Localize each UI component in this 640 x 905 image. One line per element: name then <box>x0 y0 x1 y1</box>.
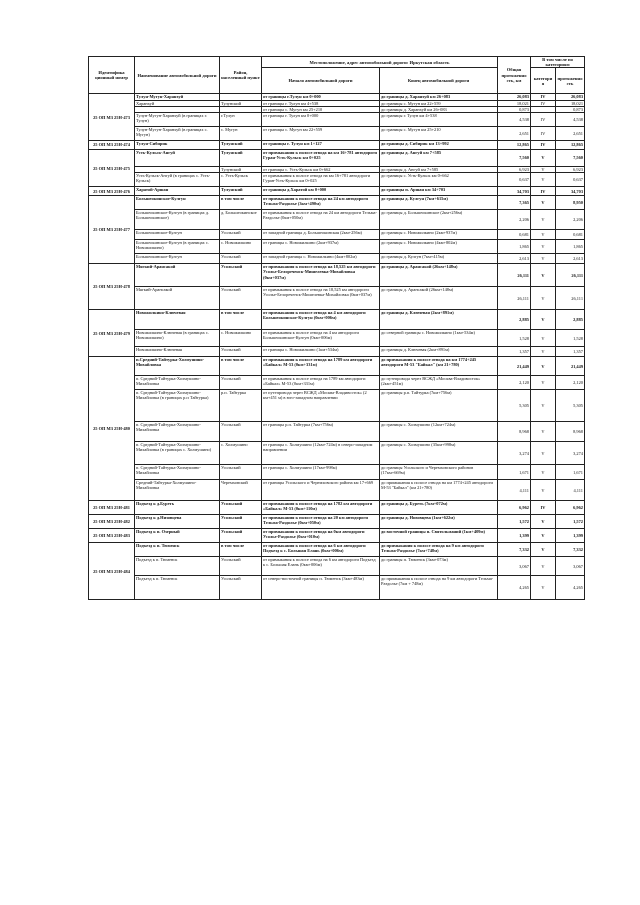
road-end-cell: до границы д. Низовцева (1км+622м) <box>380 515 498 529</box>
length-cell: 3,274 <box>498 442 531 465</box>
road-name-cell: п. Средний-Тайтурка-Холмушино-Михайловка (в границах р.п Тайтурка) <box>135 390 220 422</box>
road-start-cell: от примыкания к полосе отвода на 4 км автодороги Большеокинское-Кулгун (0км+006м) <box>262 310 380 330</box>
road-end-cell: до границы д. Ключевая (2км+891м) <box>380 310 498 330</box>
road-name-cell: Харатой-Аршан <box>135 187 220 196</box>
road-end-cell: до границы р.п. Тайтурка (7км+756м) <box>380 390 498 422</box>
district-cell: Тулунский <box>220 150 262 167</box>
category-length-cell: 6,962 <box>556 501 585 515</box>
length-cell: 0,681 <box>498 230 531 240</box>
road-name-cell: п. Средний-Тайтурка-Холмушино-Михайловка <box>135 376 220 390</box>
table-row <box>89 501 585 515</box>
category-length-cell: 3,067 <box>556 557 585 576</box>
road-name-cell: Новожилкино-Ключевая <box>135 347 220 357</box>
road-name-cell: Большеокинское-Кулгун (в границах д. Большеокинское) <box>135 210 220 230</box>
road-start-cell: от границы с. Новожилкино (2км+937м) <box>262 240 380 254</box>
road-start-cell: от границы р.п. Тайтурка (7км+756м) <box>262 422 380 442</box>
road-end-cell: до границы д. Ключевая (2км+891м) <box>380 347 498 357</box>
category-cell: V <box>531 529 556 543</box>
road-start-cell: от примыкания к полосе отвода на 20 км автодороги Тельма-Раздолье (0км+050м) <box>262 515 380 529</box>
road-name-cell: Новожилкино-Ключевая <box>135 310 220 330</box>
road-end-cell: до границы д. Ангуй км 7+585 <box>380 167 498 173</box>
road-name-cell: Подъезд к п. Тюменск <box>135 543 220 557</box>
road-end-cell: до границы с. Холмушино (12км+724м) <box>380 422 498 442</box>
roads-registry-table <box>88 56 585 600</box>
district-cell: в том числе <box>220 357 262 376</box>
category-length-cell: 1,399 <box>556 529 585 543</box>
category-length-cell: 1,671 <box>556 465 585 480</box>
category-length-cell: 2,885 <box>556 310 585 330</box>
district-cell: Усольский <box>220 529 262 543</box>
road-name-cell: Усть-Кульск-Ангуй <box>135 150 220 167</box>
category-cell: V <box>531 196 556 210</box>
table-row <box>89 113 585 127</box>
road-end-cell: до границы с. Холмушино (35км+998м) <box>380 442 498 465</box>
district-cell: в том числе <box>220 196 262 210</box>
road-name-cell: Тулун-Мугун-Харанхуй (в границах г. Тулун) <box>135 113 220 127</box>
table-row <box>89 347 585 357</box>
road-start-cell: от путепровода через ВСЖД «Москва-Владивосток» (2 км+451 м) в юго-западном направлении <box>262 390 380 422</box>
road-start-cell: от примыкания к полосе отвода на 6 км автодороги Подъезд к с. Большая Елань (0км+006м) <box>262 557 380 576</box>
road-end-cell: до границы с. Новожилкино (4км+802м) <box>380 240 498 254</box>
category-length-cell: 2,651 <box>556 127 585 141</box>
category-cell: IV <box>531 94 556 100</box>
district-cell: Усольский <box>220 422 262 442</box>
road-end-cell: до границы г. Тулун км 4+538 <box>380 113 498 127</box>
district-cell: Усольский <box>220 465 262 480</box>
category-cell: V <box>531 557 556 576</box>
category-cell: V <box>531 465 556 480</box>
road-end-cell: до границы д. Кулгун (7км+415м) <box>380 254 498 264</box>
category-length-cell: 26,111 <box>556 287 585 310</box>
category-length-cell: 18,021 <box>556 100 585 106</box>
road-id-cell: 25 ОП МЗ 25Н-473 <box>89 94 135 141</box>
road-name-cell: Мягкий-Арансакой <box>135 264 220 287</box>
road-name-cell: Средний-Тайтурка-Холмушино-Михайловка <box>135 480 220 501</box>
category-cell: V <box>531 173 556 187</box>
category-length-cell: 4,111 <box>556 480 585 501</box>
table-row <box>89 465 585 480</box>
table-row <box>89 422 585 442</box>
road-start-cell: от примыкания к полосе отвода на км 16+781 автодороги Гуран-Усть-Кульск км 0+025 <box>262 150 380 167</box>
table-row <box>89 210 585 230</box>
road-start-cell: от примыкания к полосе отвода на км 16+781 автодороги Гуран-Усть-Кульск км 0+025 <box>262 173 380 187</box>
road-name-cell: п. Средний-Тайтурка-Холмушино-Михайловка (в границах с. Холмушино) <box>135 442 220 465</box>
road-end-cell: до границы д. Харанхуй км 26+083 <box>380 94 498 100</box>
table-row <box>89 187 585 196</box>
road-start-cell: от примыкания к полосе отвода на 1789 км автодороги «Байкал» М-53 (0км+331м) <box>262 357 380 376</box>
road-start-cell: от примыкания к полосе отвода на 1789 км автодороги «Байкал» М-53 (0км+331м) <box>262 376 380 390</box>
district-cell: Усольский <box>220 557 262 576</box>
road-start-cell: от границы с. Мугун км 22+559 <box>262 127 380 141</box>
road-start-cell: от границы г. Тулун км 4+538 <box>262 100 380 106</box>
category-cell: V <box>531 150 556 167</box>
category-length-cell: 7,560 <box>556 150 585 167</box>
district-cell: с. Новожилкино <box>220 330 262 347</box>
road-id-cell: 25 ОП МЗ 25Н-478 <box>89 264 135 310</box>
road-end-cell: до границы д. Харанхуй км 26+083 <box>380 106 498 112</box>
table-row <box>89 240 585 254</box>
road-id-cell: 25 ОП МЗ 25Н-479 <box>89 310 135 357</box>
category-cell: IV <box>531 127 556 141</box>
category-cell: V <box>531 330 556 347</box>
road-start-cell: от границы с. Мугун км 25+210 <box>262 106 380 112</box>
length-cell: 7,560 <box>498 150 531 167</box>
category-cell: V <box>531 390 556 422</box>
district-cell: Усольский <box>220 254 262 264</box>
road-name-cell: Большеокинское-Кулгун <box>135 230 220 240</box>
category-length-cell: 7,332 <box>556 543 585 557</box>
length-cell: 21,449 <box>498 357 531 376</box>
length-cell: 12,865 <box>498 141 531 150</box>
header-cat: категори я <box>531 68 556 94</box>
road-end-cell: до границы п. Аршан км 34+703 <box>380 187 498 196</box>
category-length-cell: 26,111 <box>556 264 585 287</box>
header-start: Начало автомобильной дороги <box>262 68 380 94</box>
table-row <box>89 515 585 529</box>
road-name-cell: п. Средний-Тайтурка-Холмушино-Михайловка <box>135 465 220 480</box>
road-start-cell: от границы с. Холмушино (12км+724м) в северо-западном направлении <box>262 442 380 465</box>
table-row <box>89 196 585 210</box>
category-length-cell: 2,206 <box>556 210 585 230</box>
table-row <box>89 357 585 376</box>
road-start-cell: от западной границы д. Большеокинская (2км+256м) <box>262 230 380 240</box>
table-row <box>89 127 585 141</box>
category-length-cell: 26,083 <box>556 94 585 100</box>
road-start-cell: от границы с. Новожилкино (1км+534м) <box>262 347 380 357</box>
road-id-cell: 25 ОП МЗ 25Н-475 <box>89 150 135 187</box>
category-cell: V <box>531 230 556 240</box>
district-cell: Усольский <box>220 376 262 390</box>
table-row <box>89 390 585 422</box>
header-catlen: протяженно сть <box>556 68 585 94</box>
length-cell: 2,651 <box>498 127 531 141</box>
road-start-cell: от примыкания к полосе отвода на 0км автодороги Усолье-Раздолье (0км+010м) <box>262 529 380 543</box>
road-start-cell: от границы г.Тулун км 0+000 <box>262 94 380 100</box>
category-cell: V <box>531 240 556 254</box>
category-length-cell: 21,449 <box>556 357 585 376</box>
category-length-cell: 0,637 <box>556 173 585 187</box>
category-cell: V <box>531 576 556 600</box>
road-end-cell: до границы Усольского и Черемховского районов (17км+669м) <box>380 465 498 480</box>
road-name-cell: Тулун-Сибирик <box>135 141 220 150</box>
table-row <box>89 543 585 557</box>
length-cell: 1,399 <box>498 529 531 543</box>
header-location: Местоположение, адрес автомобильной дороги: Иркутская область <box>262 57 498 68</box>
category-length-cell: 4,538 <box>556 113 585 127</box>
category-cell: IV <box>531 100 556 106</box>
length-cell: 0,637 <box>498 173 531 187</box>
length-cell: 4,111 <box>498 480 531 501</box>
road-name-cell: Харанхуй <box>135 100 220 106</box>
road-id-cell: 25 ОП МЗ 25Н-484 <box>89 543 135 600</box>
length-cell: 6,923 <box>498 167 531 173</box>
table-row <box>89 150 585 167</box>
road-name-cell: Подъезд к п. Тюменск <box>135 576 220 600</box>
road-end-cell: до примыкания к полосе отвода на км 1774+245 автодороги М-53 "Байкал" (км 21+780) <box>380 480 498 501</box>
road-name-cell: Большеокинское-Кулгун <box>135 196 220 210</box>
table-row <box>89 376 585 390</box>
road-start-cell: от границы с. Усть-Кульск км 0+662 <box>262 167 380 173</box>
table-row <box>89 230 585 240</box>
category-length-cell: 2,613 <box>556 254 585 264</box>
category-length-cell: 4,265 <box>556 576 585 600</box>
category-cell: V <box>531 480 556 501</box>
road-name-cell: п. Средний-Тайтурка-Холмушино-Михайловка <box>135 422 220 442</box>
road-start-cell: от западной границы с. Новожилкино (4км+802м) <box>262 254 380 264</box>
category-length-cell: 3,274 <box>556 442 585 465</box>
district-cell: Усольский <box>220 264 262 287</box>
road-end-cell: до границы д. Большеокинское (2км+256м) <box>380 210 498 230</box>
road-start-cell: от границы г. Тулун км 1+127 <box>262 141 380 150</box>
length-cell: 26,111 <box>498 287 531 310</box>
district-cell: Усольский <box>220 347 262 357</box>
length-cell: 7,365 <box>498 196 531 210</box>
category-length-cell: 0,873 <box>556 106 585 112</box>
length-cell: 0,873 <box>498 106 531 112</box>
road-start-cell: от примыкания к полосе отвода на 6 км автодороги Подъезд к с. Большая Елань (0км+006м) <box>262 543 380 557</box>
category-cell: V <box>531 422 556 442</box>
district-cell: Усольский <box>220 287 262 310</box>
district-cell: Тулунский <box>220 100 262 106</box>
header-name: Наименование автомобильной дороги <box>135 57 220 94</box>
district-cell: Усольский <box>220 230 262 240</box>
district-cell: р.п. Тайтурка <box>220 390 262 422</box>
category-length-cell: 0,681 <box>556 230 585 240</box>
table-row <box>89 330 585 347</box>
district-cell: г.Тулун <box>220 113 262 127</box>
length-cell: 26,111 <box>498 264 531 287</box>
road-id-cell: 25 ОП МЗ 25Н-481 <box>89 501 135 515</box>
district-cell: в том числе <box>220 543 262 557</box>
category-cell: IV <box>531 501 556 515</box>
road-start-cell: от границы с. Холмушино (17км+998м) <box>262 465 380 480</box>
road-start-cell: от примыкания к полосе отвода на 24 км автодороги Тельма-Раздолье (0км+050м) <box>262 210 380 230</box>
header-district: Район, населенный пункт <box>220 57 262 94</box>
district-cell: в том числе <box>220 310 262 330</box>
table-row <box>89 576 585 600</box>
road-name-cell: Тулун-Мугун-Харанхуй <box>135 94 220 100</box>
table-row <box>89 287 585 310</box>
road-end-cell: до примыкания к полосе отвода на км 1774+245 автодороги М-53 "Байкал" (км 21+780) <box>380 357 498 376</box>
road-start-cell: от примыкания к полосе отвода на 4 км автодороги Большеокинское-Кулгун (0км+006м) <box>262 330 380 347</box>
category-cell: V <box>531 357 556 376</box>
district-cell: с. Усть-Кульск <box>220 173 262 187</box>
road-end-cell: до границы д. Ангуй км 7+585 <box>380 150 498 167</box>
header-id: Идентифика ционный номер <box>89 57 135 94</box>
road-end-cell: до границы д. Кулгун (7км+615м) <box>380 196 498 210</box>
road-start-cell: от примыкания к полосе отвода на 18,525 км автодороги Усолье-Белореченск-Мишелевка-Михайловка (0км+037м) <box>262 287 380 310</box>
length-cell: 2,206 <box>498 210 531 230</box>
road-name-cell: Большеокинское-Кулгун (в границах с. Новожилкино) <box>135 240 220 254</box>
length-cell: 2,613 <box>498 254 531 264</box>
category-cell: V <box>531 347 556 357</box>
road-end-cell: до примыкания к полосе отвода на 9 км автодороги Тельма-Раздолье (7км+748м) <box>380 543 498 557</box>
district-cell: Тулунский <box>220 167 262 173</box>
district-cell: Тулунский <box>220 141 262 150</box>
district-cell: с. Новожилкино <box>220 240 262 254</box>
table-row <box>89 557 585 576</box>
length-cell: 3,067 <box>498 557 531 576</box>
road-name-cell: Подъезд к д.Низовцева <box>135 515 220 529</box>
category-cell: V <box>531 442 556 465</box>
road-id-cell: 25 ОП МЗ 25Н-480 <box>89 357 135 501</box>
district-cell: с. Мугун <box>220 127 262 141</box>
length-cell: 7,332 <box>498 543 531 557</box>
road-id-cell: 25 ОП МЗ 25Н-474 <box>89 141 135 150</box>
district-cell: Усольский <box>220 501 262 515</box>
district-cell: с. Холмушино <box>220 442 262 465</box>
road-end-cell: до границы п. Тюменск (3км+073м) <box>380 557 498 576</box>
length-cell: 34,703 <box>498 187 531 196</box>
district-cell: Усольский <box>220 576 262 600</box>
road-end-cell: до границы с. Мугун км 22+559 <box>380 100 498 106</box>
road-name-cell: Подъезд к д.Буреть <box>135 501 220 515</box>
road-name-cell: Новожилкино-Ключевая (в границах с. Новожилкино) <box>135 330 220 347</box>
category-cell: V <box>531 167 556 173</box>
category-length-cell: 1,865 <box>556 240 585 254</box>
road-end-cell: до границы д. Сибирик км 13+992 <box>380 141 498 150</box>
category-cell: V <box>531 376 556 390</box>
category-cell: V <box>531 287 556 310</box>
table-row <box>89 141 585 150</box>
category-length-cell: 6,923 <box>556 167 585 173</box>
district-cell: Тулунский <box>220 187 262 196</box>
category-length-cell: 34,703 <box>556 187 585 196</box>
road-name-cell: Подъезд к п. Озерный <box>135 529 220 543</box>
category-length-cell: 5,305 <box>556 390 585 422</box>
table-row <box>89 480 585 501</box>
road-end-cell: до границы с. Мугун км 25+210 <box>380 127 498 141</box>
road-start-cell: от границы г. Тулун км 0+000 <box>262 113 380 127</box>
road-end-cell: до границы с. Усть-Кульск км 0+662 <box>380 173 498 187</box>
road-name-cell: Подъезд к п. Тюменск <box>135 557 220 576</box>
category-cell: IV <box>531 187 556 196</box>
road-start-cell: от примыкания к полосе отвода на 18,525 км автодороги Усолье-Белореченск-Мишелевка-Михайловка (0км+037м) <box>262 264 380 287</box>
length-cell: 26,083 <box>498 94 531 100</box>
category-cell: V <box>531 310 556 330</box>
length-cell: 1,357 <box>498 347 531 357</box>
category-cell: IV <box>531 113 556 127</box>
length-cell: 6,962 <box>498 501 531 515</box>
road-end-cell: до границы д. Арансакой (26км+148м) <box>380 287 498 310</box>
road-id-cell: 25 ОП МЗ 25Н-477 <box>89 196 135 264</box>
road-id-cell: 25 ОП МЗ 25Н-476 <box>89 187 135 196</box>
district-cell: Усольский <box>220 515 262 529</box>
length-cell: 5,305 <box>498 390 531 422</box>
table-row <box>89 442 585 465</box>
length-cell: 2,120 <box>498 376 531 390</box>
road-end-cell: до восточной границы п. Святольманий (1км+409м) <box>380 529 498 543</box>
length-cell: 1,572 <box>498 515 531 529</box>
category-length-cell: 8,968 <box>556 422 585 442</box>
district-cell: д. Большеокинское <box>220 210 262 230</box>
length-cell: 4,538 <box>498 113 531 127</box>
road-end-cell: до путепровода через ВСЖД «Москва-Владивосток» (2км+451м) <box>380 376 498 390</box>
road-name-cell: Тулун-Мугун-Харанхуй (в границах с. Мугун) <box>135 127 220 141</box>
road-start-cell: от границы д.Харатой км 0+000 <box>262 187 380 196</box>
table-row <box>89 529 585 543</box>
length-cell: 4,265 <box>498 576 531 600</box>
road-end-cell: до северной границы с. Новожилкино (1км+534м) <box>380 330 498 347</box>
header-length: Общая протяженно сть, км <box>498 57 531 94</box>
road-end-cell: до примыкания к полосе отвода на 9 км автодороги Тельма-Раздолье (7км + 748м) <box>380 576 498 600</box>
district-cell: Черемховский <box>220 480 262 501</box>
road-end-cell: до границы д. Буреть (7км+072м) <box>380 501 498 515</box>
category-length-cell: 1,572 <box>556 515 585 529</box>
table-row <box>89 264 585 287</box>
road-name-cell: Мягкий-Арансакой <box>135 287 220 310</box>
road-name-cell: Большеокинское-Кулгун <box>135 254 220 264</box>
length-cell: 1,671 <box>498 465 531 480</box>
length-cell: 8,968 <box>498 422 531 442</box>
table-row <box>89 173 585 187</box>
road-start-cell: от примыкания к полосе отвода на 24 км автодороги Тельма-Раздолье (3км+490м) <box>262 196 380 210</box>
road-name-cell: Усть-Кульск-Ангуй (в границах с. Усть-Кульск) <box>135 173 220 187</box>
road-id-cell: 25 ОП МЗ 25Н-483 <box>89 529 135 543</box>
header-categories: В том числе по категориям <box>531 57 585 68</box>
category-cell: IV <box>531 141 556 150</box>
road-start-cell: от примыкания к полосе отвода на 1782 км автодороги «Байкал» М-53 (0км+110м) <box>262 501 380 515</box>
category-length-cell: 1,528 <box>556 330 585 347</box>
table-row <box>89 310 585 330</box>
category-cell: V <box>531 210 556 230</box>
category-length-cell: 1,357 <box>556 347 585 357</box>
length-cell: 1,528 <box>498 330 531 347</box>
category-cell: V <box>531 264 556 287</box>
category-length-cell: 12,865 <box>556 141 585 150</box>
road-name-cell: п.Средний-Тайтурка-Холмушино-Михайловка <box>135 357 220 376</box>
length-cell: 18,021 <box>498 100 531 106</box>
road-end-cell: до границы с. Новожилкино (2км+937м) <box>380 230 498 240</box>
road-id-cell: 25 ОП МЗ 25Н-482 <box>89 515 135 529</box>
category-cell: V <box>531 543 556 557</box>
road-start-cell: от северо-восточной границы п. Тюменск (3км+483м) <box>262 576 380 600</box>
category-cell: V <box>531 254 556 264</box>
length-cell: 1,865 <box>498 240 531 254</box>
road-end-cell: до границы д. Арансакой (26км+148м) <box>380 264 498 287</box>
category-cell: V <box>531 515 556 529</box>
table-row <box>89 254 585 264</box>
category-length-cell: 2,120 <box>556 376 585 390</box>
category-length-cell: 8,950 <box>556 196 585 210</box>
road-start-cell: от границы Усольского и Черемховского района км 17+669 <box>262 480 380 501</box>
length-cell: 2,885 <box>498 310 531 330</box>
header-end: Конец автомобильной дороги <box>380 68 498 94</box>
